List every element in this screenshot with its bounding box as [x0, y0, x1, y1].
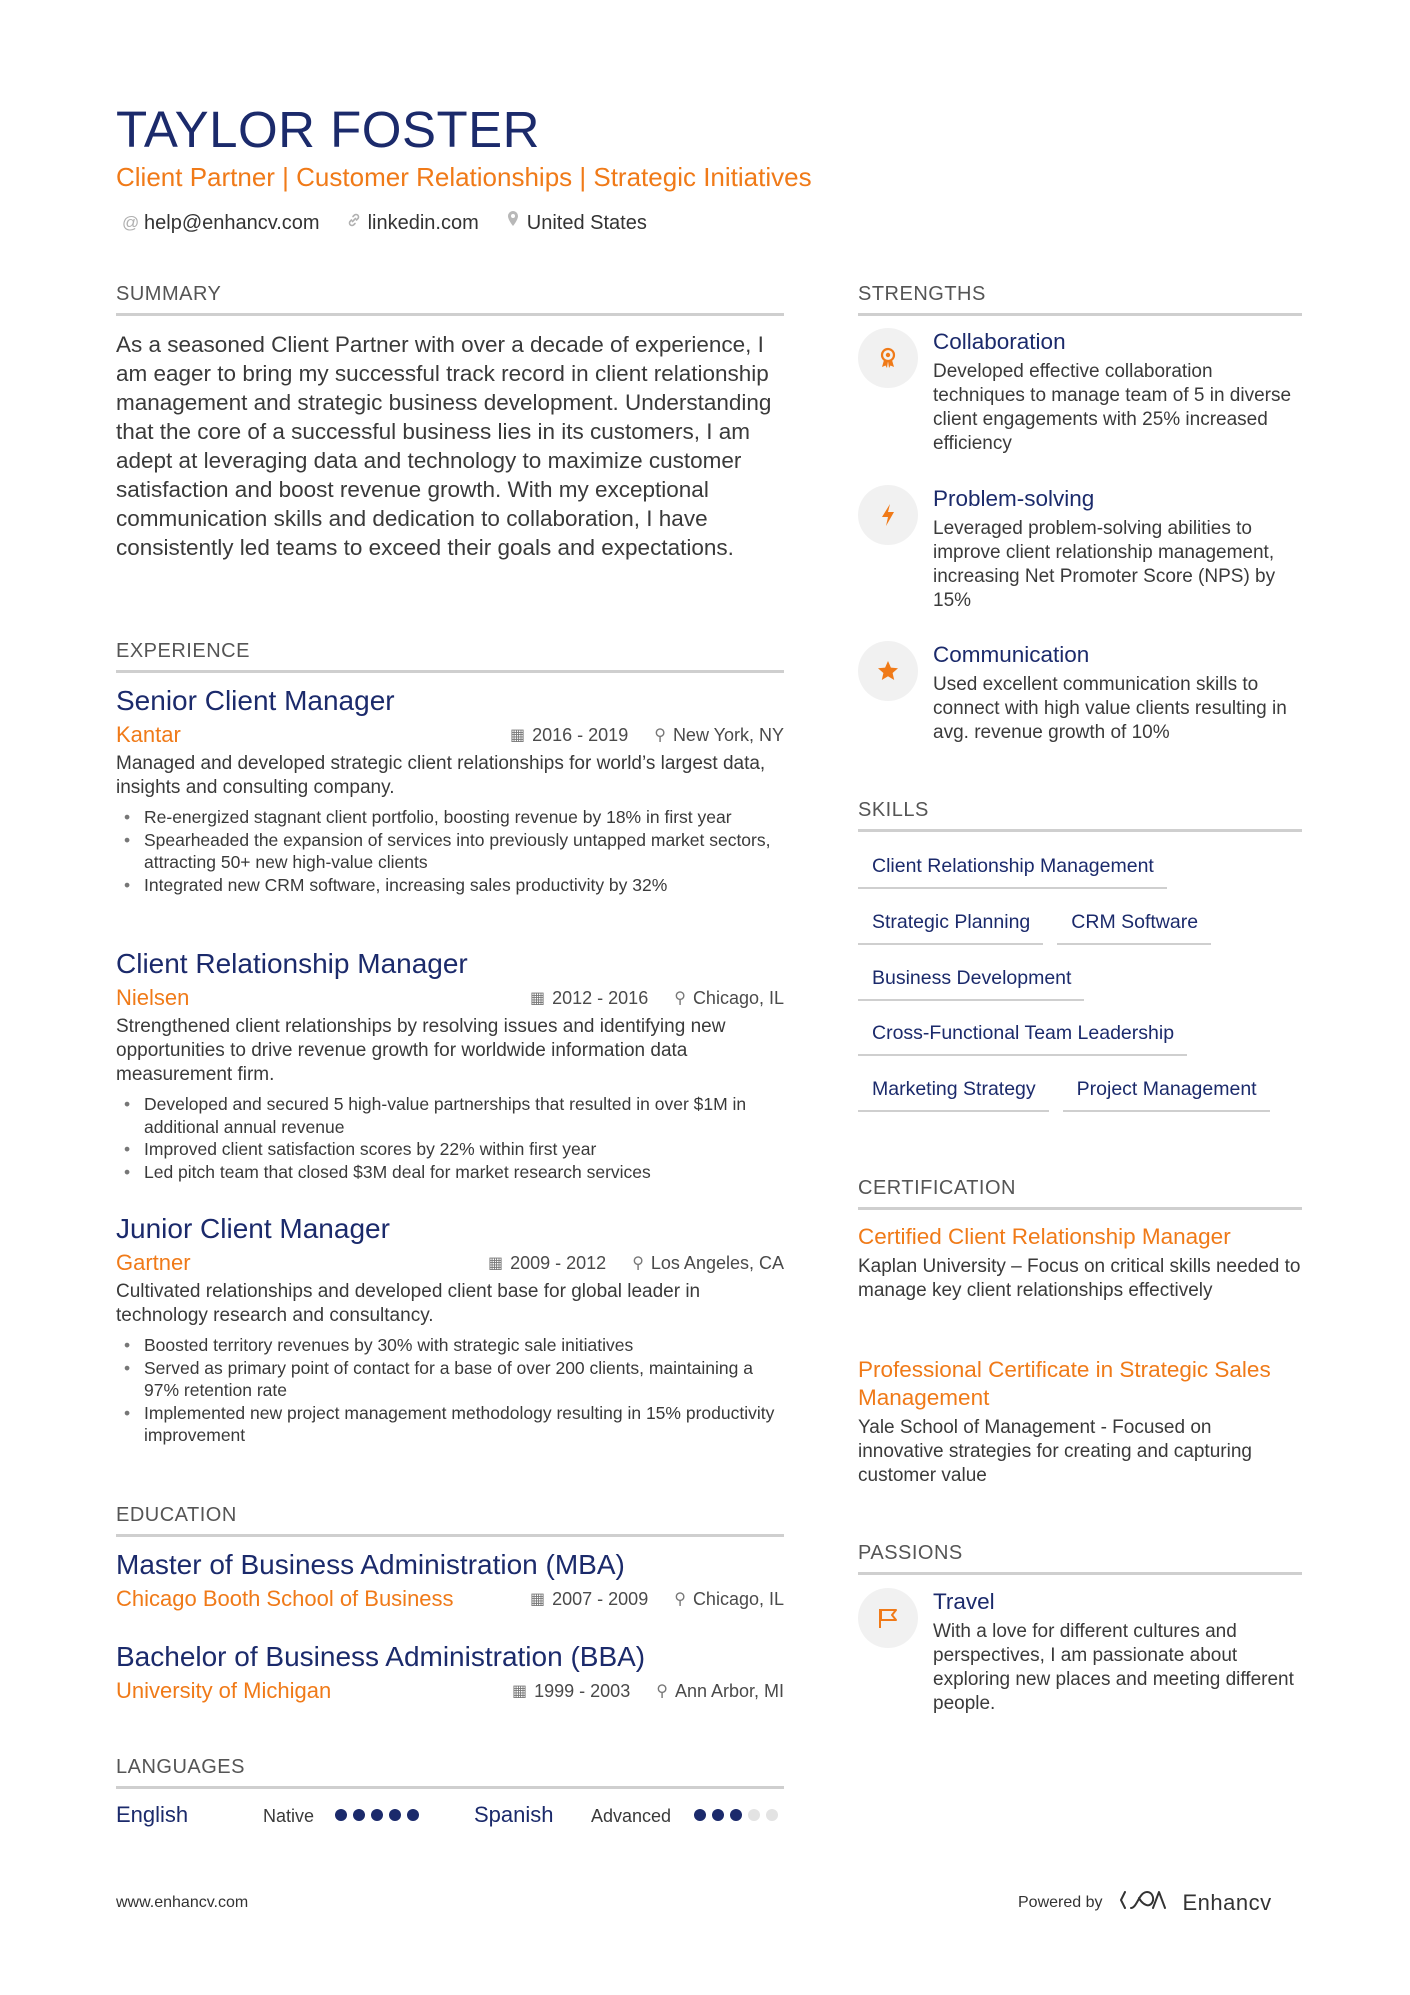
certification-item [858, 1223, 1302, 1303]
education-dates [512, 1681, 630, 1702]
skills-row [858, 853, 1167, 889]
powered-by-label: Powered by [1018, 1893, 1103, 1911]
rating-dot [766, 1809, 778, 1821]
skill-tag: Client Relationship Management [858, 853, 1167, 889]
job-bullets [116, 806, 784, 896]
education-dates-text: 2007 - 2009 [552, 1588, 649, 1609]
candidate-title: Client Partner | Customer Relationships | Strategic Initiatives [116, 162, 812, 192]
location-pin-icon: ⚲ [632, 1255, 644, 1272]
degree-title: Bachelor of Business Administration (BBA) [116, 1641, 646, 1672]
contact-email[interactable] [122, 209, 320, 237]
footer-website[interactable]: www.enhancv.com [116, 1894, 249, 1911]
job-title: Junior Client Manager [116, 1213, 390, 1244]
job-dates [510, 725, 628, 746]
strength-title: Collaboration [933, 329, 1066, 354]
certification-title: Certified Client Relationship Manager [858, 1224, 1231, 1249]
rating-dot [389, 1809, 401, 1821]
certification-description: Yale School of Management - Focused on innovative strategies for creating and capturing customer value [858, 1417, 1252, 1486]
rating-dot [712, 1809, 724, 1821]
job-meta [116, 1248, 784, 1278]
job-dates-text: 2009 - 2012 [510, 1252, 607, 1273]
calendar-icon: ▦ [512, 1683, 528, 1700]
passions-heading: PASSIONS [858, 1540, 1302, 1575]
education-location [674, 1589, 784, 1610]
calendar-icon: ▦ [530, 990, 546, 1007]
certification-title: Professional Certificate in Strategic Sales Management [858, 1357, 1271, 1410]
language-rating [335, 1809, 419, 1821]
skills-heading: SKILLS [858, 797, 1302, 832]
job-dates-text: 2016 - 2019 [532, 724, 629, 745]
job-bullet: • Implemented new project management methodology resulting in 15% productivity improvement [116, 1402, 784, 1447]
job-bullet: • Improved client satisfaction scores by 22% within first year [116, 1138, 784, 1161]
strength-description: Used excellent communication skills to connect with high value clients resulting in avg. revenue growth of 10% [933, 674, 1287, 743]
job-description: Strengthened client relationships by resolving issues and identifying new opportunities to drive revenue growth for worldwide information data measurement firm. [116, 1016, 726, 1085]
job-dates-text: 2012 - 2016 [552, 987, 649, 1008]
job-location [674, 988, 784, 1009]
location-pin-icon: ⚲ [654, 727, 666, 744]
strength-title: Communication [933, 642, 1090, 667]
strength-title: Problem-solving [933, 486, 1095, 511]
skills-row [858, 1076, 1270, 1112]
company-name: Gartner [116, 1250, 191, 1275]
job-title: Client Relationship Manager [116, 948, 468, 979]
company-name: Kantar [116, 722, 181, 747]
job-bullets [116, 1334, 784, 1447]
education-location-text: Ann Arbor, MI [674, 1680, 784, 1701]
education-dates-text: 1999 - 2003 [534, 1680, 631, 1701]
rating-dot [353, 1809, 365, 1821]
star-icon [858, 641, 918, 701]
language-name: Spanish [474, 1802, 554, 1827]
job-dates [488, 1253, 606, 1274]
job-entry [116, 947, 784, 1183]
contact-location-text: United States [526, 212, 647, 234]
language-level: Advanced [591, 1806, 672, 1826]
brand-name: Enhancv [1182, 1889, 1272, 1915]
experience-heading: EXPERIENCE [116, 638, 784, 673]
skill-tag: Strategic Planning [858, 909, 1043, 945]
strength-body [933, 485, 1303, 613]
at-icon: @ [122, 213, 140, 232]
contact-linkedin[interactable] [346, 209, 479, 237]
rating-dot [335, 1809, 347, 1821]
skill-tag: Business Development [858, 965, 1084, 1001]
job-title: Senior Client Manager [116, 685, 395, 716]
education-location [656, 1681, 784, 1702]
rating-dot [694, 1809, 706, 1821]
rating-dot [407, 1809, 419, 1821]
job-bullets [116, 1093, 784, 1183]
job-bullet: • Integrated new CRM software, increasing sales productivity by 32% [116, 874, 784, 897]
rating-dot [748, 1809, 760, 1821]
job-meta [116, 983, 784, 1013]
languages-heading: LANGUAGES [116, 1754, 784, 1789]
strength-description: Developed effective collaboration techniques to manage team of 5 in diverse client engagements with 25% increased efficiency [933, 361, 1292, 454]
lightning-bolt-icon [858, 485, 918, 545]
strength-body [933, 328, 1303, 456]
skills-row [858, 965, 1084, 1001]
calendar-icon: ▦ [530, 1591, 546, 1608]
job-bullet: • Led pitch team that closed $3M deal for market research services [116, 1161, 784, 1184]
job-bullet: • Boosted territory revenues by 30% with strategic sale initiatives [116, 1334, 784, 1357]
job-description: Managed and developed strategic client relationships for world’s largest data, insights and consulting company. [116, 753, 766, 798]
passion-body [933, 1588, 1303, 1716]
education-location-text: Chicago, IL [692, 1588, 784, 1609]
skill-tag: Project Management [1063, 1076, 1270, 1112]
job-entry [116, 684, 784, 896]
job-bullet: • Spearheaded the expansion of services into previously untapped market sectors, attracting 50+ new high-value clients [116, 829, 784, 874]
skills-row [858, 909, 1211, 945]
location-pin-icon: ⚲ [674, 990, 686, 1007]
language-rating [694, 1809, 778, 1821]
flag-icon [858, 1588, 918, 1648]
language-level: Native [263, 1806, 315, 1826]
strength-description: Leveraged problem-solving abilities to improve client relationship management, increasing Net Promoter Score (NPS) by 15% [933, 518, 1276, 611]
degree-title: Master of Business Administration (MBA) [116, 1549, 625, 1580]
location-pin-icon: ⚲ [656, 1683, 668, 1700]
award-ribbon-icon [858, 328, 918, 388]
language-name: English [116, 1802, 189, 1827]
strength-body [933, 641, 1303, 745]
job-bullet: • Re-energized stagnant client portfolio, boosting revenue by 18% in first year [116, 806, 784, 829]
calendar-icon: ▦ [487, 1255, 504, 1272]
summary-heading: SUMMARY [116, 281, 784, 316]
job-entry [116, 1212, 784, 1447]
passion-description: With a love for different cultures and perspectives, I am passionate about exploring new places and meeting different people. [933, 1621, 1294, 1714]
education-heading: EDUCATION [116, 1502, 784, 1537]
calendar-icon: ▦ [510, 727, 526, 744]
rating-dot [371, 1809, 383, 1821]
certification-description: Kaplan University – Focus on critical skills needed to manage key client relationships effectively [858, 1256, 1301, 1301]
contact-linkedin-text: linkedin.com [367, 212, 479, 234]
link-icon [346, 209, 362, 237]
contact-bar [122, 209, 647, 237]
job-location-text: Los Angeles, CA [650, 1252, 784, 1273]
job-description: Cultivated relationships and developed client base for global leader in technology research and consultancy. [116, 1281, 701, 1326]
school-name: Chicago Booth School of Business [116, 1586, 454, 1611]
languages-list [116, 1800, 784, 1830]
job-location [632, 1253, 784, 1274]
enhancv-logo-icon [1119, 1888, 1167, 1917]
strengths-heading: STRENGTHS [858, 281, 1302, 316]
education-entry [116, 1548, 784, 1614]
skill-tag: CRM Software [1057, 909, 1211, 945]
location-pin-icon: ⚲ [674, 1591, 686, 1608]
skills-row [858, 1020, 1187, 1056]
education-dates [530, 1589, 648, 1610]
footer-branding [1018, 1888, 1272, 1917]
passion-title: Travel [933, 1589, 995, 1614]
candidate-name: TAYLOR FOSTER [116, 101, 540, 158]
location-pin-icon [505, 209, 521, 237]
job-meta [116, 720, 784, 750]
contact-email-text: help@enhancv.com [144, 212, 320, 234]
summary-text: As a seasoned Client Partner with over a decade of experience, I am eager to bring my successful track record in client relationship management and strategic business development. Understanding that the core of a successful business lies in its customers, I am adept at leveraging data and technology to maximize customer satisfaction and boost revenue growth. With my exceptional communication skills and dedication to collaboration, I have consistently led teams to exceed their goals and expectations. [116, 332, 772, 560]
contact-location [505, 209, 647, 237]
skill-tag: Marketing Strategy [858, 1076, 1049, 1112]
education-entry [116, 1640, 784, 1706]
school-name: University of Michigan [116, 1678, 332, 1703]
job-dates [530, 988, 648, 1009]
job-bullet: • Developed and secured 5 high-value partnerships that resulted in over $1M in additional annual revenue [116, 1093, 784, 1138]
rating-dot [730, 1809, 742, 1821]
job-location-text: New York, NY [672, 724, 784, 745]
certification-heading: CERTIFICATION [858, 1175, 1302, 1210]
education-meta [116, 1584, 784, 1614]
job-location-text: Chicago, IL [692, 987, 784, 1008]
company-name: Nielsen [116, 985, 190, 1010]
skill-tag: Cross-Functional Team Leadership [858, 1020, 1187, 1056]
job-bullet: • Served as primary point of contact for a base of over 200 clients, maintaining a 97% retention rate [116, 1357, 784, 1402]
job-location [654, 725, 784, 746]
certification-item [858, 1356, 1302, 1488]
education-meta [116, 1676, 784, 1706]
